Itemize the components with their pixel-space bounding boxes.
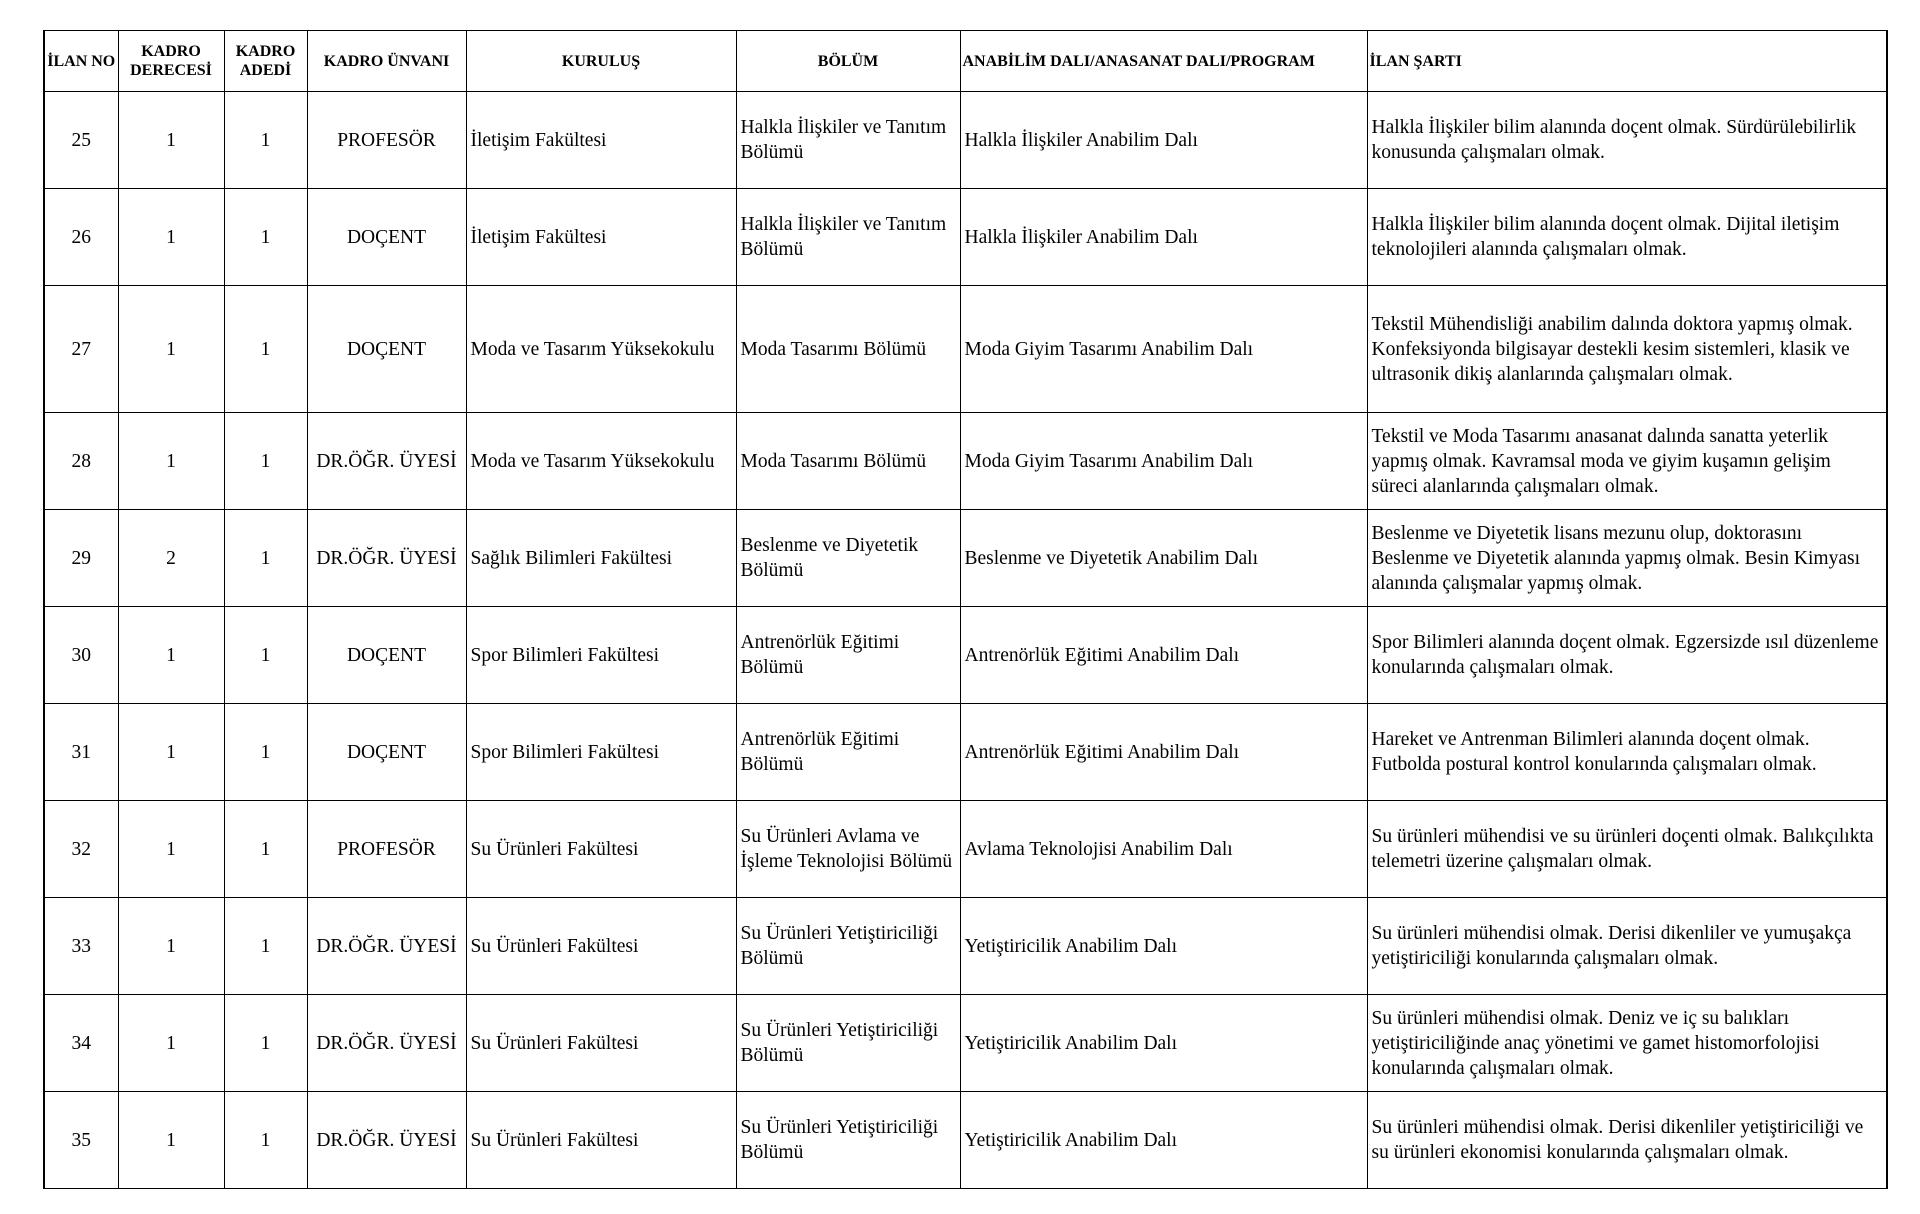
ilan-no-cell: 35 bbox=[44, 1092, 118, 1189]
header-kurulus: KURULUŞ bbox=[466, 31, 736, 92]
kurulus-cell: Su Ürünleri Fakültesi bbox=[466, 898, 736, 995]
table-body bbox=[44, 92, 1887, 1189]
bolum-cell: Beslenme ve Diyetetik Bölümü bbox=[736, 510, 960, 607]
kurulus-cell: Su Ürünleri Fakültesi bbox=[466, 801, 736, 898]
table-header-row bbox=[44, 31, 1887, 92]
kurulus-cell: İletişim Fakültesi bbox=[466, 189, 736, 286]
kadro-unvani-cell: PROFESÖR bbox=[307, 801, 466, 898]
anabilim-dali-cell: Yetiştiricilik Anabilim Dalı bbox=[960, 898, 1367, 995]
kadro-unvani-cell: DR.ÖĞR. ÜYESİ bbox=[307, 995, 466, 1092]
kadro-derecesi-cell: 1 bbox=[118, 92, 224, 189]
table-row bbox=[44, 995, 1887, 1092]
ilan-sarti-cell: Hareket ve Antrenman Bilimleri alanında doçent olmak. Futbolda postural kontrol konularında çalışmaları olmak. bbox=[1367, 704, 1887, 801]
anabilim-dali-cell: Yetiştiricilik Anabilim Dalı bbox=[960, 995, 1367, 1092]
kadro-derecesi-cell: 1 bbox=[118, 413, 224, 510]
bolum-cell: Su Ürünleri Avlama ve İşleme Teknolojisi Bölümü bbox=[736, 801, 960, 898]
anabilim-dali-cell: Beslenme ve Diyetetik Anabilim Dalı bbox=[960, 510, 1367, 607]
kadro-adedi-cell: 1 bbox=[224, 898, 307, 995]
anabilim-dali-cell: Yetiştiricilik Anabilim Dalı bbox=[960, 1092, 1367, 1189]
kadro-adedi-cell: 1 bbox=[224, 413, 307, 510]
ilan-sarti-cell: Halkla İlişkiler bilim alanında doçent olmak. Sürdürülebilirlik konusunda çalışmaları olmak. bbox=[1367, 92, 1887, 189]
anabilim-dali-cell: Moda Giyim Tasarımı Anabilim Dalı bbox=[960, 286, 1367, 413]
table-row bbox=[44, 898, 1887, 995]
kurulus-cell: Su Ürünleri Fakültesi bbox=[466, 1092, 736, 1189]
kadro-unvani-cell: DOÇENT bbox=[307, 704, 466, 801]
kadro-adedi-cell: 1 bbox=[224, 1092, 307, 1189]
kadro-adedi-cell: 1 bbox=[224, 189, 307, 286]
kurulus-cell: İletişim Fakültesi bbox=[466, 92, 736, 189]
kadro-unvani-cell: DOÇENT bbox=[307, 286, 466, 413]
table-row bbox=[44, 1092, 1887, 1189]
ilan-sarti-cell: Spor Bilimleri alanında doçent olmak. Egzersizde ısıl düzenleme konularında çalışmaları olmak. bbox=[1367, 607, 1887, 704]
ilan-no-cell: 28 bbox=[44, 413, 118, 510]
table-row bbox=[44, 801, 1887, 898]
kadro-unvani-cell: DOÇENT bbox=[307, 189, 466, 286]
kadro-derecesi-cell: 1 bbox=[118, 898, 224, 995]
bolum-cell: Halkla İlişkiler ve Tanıtım Bölümü bbox=[736, 189, 960, 286]
kadro-unvani-cell: DOÇENT bbox=[307, 607, 466, 704]
table-row bbox=[44, 286, 1887, 413]
ilan-sarti-cell: Su ürünleri mühendisi olmak. Derisi dikenliler ve yumuşakça yetiştiriciliği konularında çalışmaları olmak. bbox=[1367, 898, 1887, 995]
kurulus-cell: Sağlık Bilimleri Fakültesi bbox=[466, 510, 736, 607]
kadro-derecesi-cell: 1 bbox=[118, 607, 224, 704]
ilan-sarti-cell: Tekstil ve Moda Tasarımı anasanat dalında sanatta yeterlik yapmış olmak. Kavramsal moda ve giyim kuşamın gelişim süreci alanlarında çalışmaları olmak. bbox=[1367, 413, 1887, 510]
header-kadro-unvani: KADRO ÜNVANI bbox=[307, 31, 466, 92]
kadro-adedi-cell: 1 bbox=[224, 704, 307, 801]
table-row bbox=[44, 607, 1887, 704]
ilan-sarti-cell: Su ürünleri mühendisi ve su ürünleri doçenti olmak. Balıkçılıkta telemetri üzerine çalışmaları olmak. bbox=[1367, 801, 1887, 898]
kadro-unvani-cell: DR.ÖĞR. ÜYESİ bbox=[307, 898, 466, 995]
ilan-sarti-cell: Halkla İlişkiler bilim alanında doçent olmak. Dijital iletişim teknolojileri alanında çalışmaları olmak. bbox=[1367, 189, 1887, 286]
header-ilan-no: İLAN NO bbox=[44, 31, 118, 92]
table-row bbox=[44, 189, 1887, 286]
ilan-sarti-cell: Beslenme ve Diyetetik lisans mezunu olup, doktorasını Beslenme ve Diyetetik alanında yapmış olmak. Besin Kimyası alanında çalışmalar yapmış olmak. bbox=[1367, 510, 1887, 607]
anabilim-dali-cell: Antrenörlük Eğitimi Anabilim Dalı bbox=[960, 704, 1367, 801]
header-bolum: BÖLÜM bbox=[736, 31, 960, 92]
kadro-derecesi-cell: 2 bbox=[118, 510, 224, 607]
ilan-no-cell: 27 bbox=[44, 286, 118, 413]
ilan-no-cell: 33 bbox=[44, 898, 118, 995]
header-kadro-adedi: KADRO ADEDİ bbox=[224, 31, 307, 92]
job-listing-table bbox=[43, 30, 1888, 1189]
kadro-adedi-cell: 1 bbox=[224, 286, 307, 413]
kurulus-cell: Moda ve Tasarım Yüksekokulu bbox=[466, 413, 736, 510]
kadro-adedi-cell: 1 bbox=[224, 995, 307, 1092]
ilan-no-cell: 31 bbox=[44, 704, 118, 801]
kadro-unvani-cell: DR.ÖĞR. ÜYESİ bbox=[307, 1092, 466, 1189]
document-page bbox=[43, 30, 1886, 1189]
kadro-adedi-cell: 1 bbox=[224, 607, 307, 704]
ilan-no-cell: 32 bbox=[44, 801, 118, 898]
kadro-adedi-cell: 1 bbox=[224, 92, 307, 189]
ilan-sarti-cell: Su ürünleri mühendisi olmak. Derisi dikenliler yetiştiriciliği ve su ürünleri ekonomisi konularında çalışmaları olmak. bbox=[1367, 1092, 1887, 1189]
kadro-unvani-cell: PROFESÖR bbox=[307, 92, 466, 189]
ilan-sarti-cell: Tekstil Mühendisliği anabilim dalında doktora yapmış olmak. Konfeksiyonda bilgisayar destekli kesim sistemleri, klasik ve ultrasonik dikiş alanlarında çalışmaları olmak. bbox=[1367, 286, 1887, 413]
kadro-derecesi-cell: 1 bbox=[118, 704, 224, 801]
bolum-cell: Halkla İlişkiler ve Tanıtım Bölümü bbox=[736, 92, 960, 189]
kadro-derecesi-cell: 1 bbox=[118, 189, 224, 286]
kadro-derecesi-cell: 1 bbox=[118, 995, 224, 1092]
ilan-no-cell: 34 bbox=[44, 995, 118, 1092]
ilan-no-cell: 26 bbox=[44, 189, 118, 286]
kurulus-cell: Spor Bilimleri Fakültesi bbox=[466, 607, 736, 704]
table-row bbox=[44, 92, 1887, 189]
header-anabilim-dali: ANABİLİM DALI/ANASANAT DALI/PROGRAM bbox=[960, 31, 1367, 92]
anabilim-dali-cell: Halkla İlişkiler Anabilim Dalı bbox=[960, 92, 1367, 189]
bolum-cell: Moda Tasarımı Bölümü bbox=[736, 413, 960, 510]
ilan-sarti-cell: Su ürünleri mühendisi olmak. Deniz ve iç su balıkları yetiştiriciliğinde anaç yönetimi ve gamet histomorfolojisi konularında çalışmaları olmak. bbox=[1367, 995, 1887, 1092]
ilan-no-cell: 29 bbox=[44, 510, 118, 607]
header-kadro-derecesi: KADRO DERECESİ bbox=[118, 31, 224, 92]
kadro-derecesi-cell: 1 bbox=[118, 1092, 224, 1189]
kadro-derecesi-cell: 1 bbox=[118, 801, 224, 898]
kadro-adedi-cell: 1 bbox=[224, 510, 307, 607]
bolum-cell: Su Ürünleri Yetiştiriciliği Bölümü bbox=[736, 1092, 960, 1189]
ilan-no-cell: 25 bbox=[44, 92, 118, 189]
bolum-cell: Antrenörlük Eğitimi Bölümü bbox=[736, 607, 960, 704]
kadro-derecesi-cell: 1 bbox=[118, 286, 224, 413]
bolum-cell: Su Ürünleri Yetiştiriciliği Bölümü bbox=[736, 995, 960, 1092]
header-ilan-sarti: İLAN ŞARTI bbox=[1367, 31, 1887, 92]
kurulus-cell: Spor Bilimleri Fakültesi bbox=[466, 704, 736, 801]
table-row bbox=[44, 510, 1887, 607]
bolum-cell: Moda Tasarımı Bölümü bbox=[736, 286, 960, 413]
kadro-adedi-cell: 1 bbox=[224, 801, 307, 898]
anabilim-dali-cell: Halkla İlişkiler Anabilim Dalı bbox=[960, 189, 1367, 286]
bolum-cell: Antrenörlük Eğitimi Bölümü bbox=[736, 704, 960, 801]
kurulus-cell: Su Ürünleri Fakültesi bbox=[466, 995, 736, 1092]
kurulus-cell: Moda ve Tasarım Yüksekokulu bbox=[466, 286, 736, 413]
anabilim-dali-cell: Avlama Teknolojisi Anabilim Dalı bbox=[960, 801, 1367, 898]
kadro-unvani-cell: DR.ÖĞR. ÜYESİ bbox=[307, 413, 466, 510]
table-row bbox=[44, 704, 1887, 801]
bolum-cell: Su Ürünleri Yetiştiriciliği Bölümü bbox=[736, 898, 960, 995]
anabilim-dali-cell: Moda Giyim Tasarımı Anabilim Dalı bbox=[960, 413, 1367, 510]
table-row bbox=[44, 413, 1887, 510]
ilan-no-cell: 30 bbox=[44, 607, 118, 704]
anabilim-dali-cell: Antrenörlük Eğitimi Anabilim Dalı bbox=[960, 607, 1367, 704]
kadro-unvani-cell: DR.ÖĞR. ÜYESİ bbox=[307, 510, 466, 607]
